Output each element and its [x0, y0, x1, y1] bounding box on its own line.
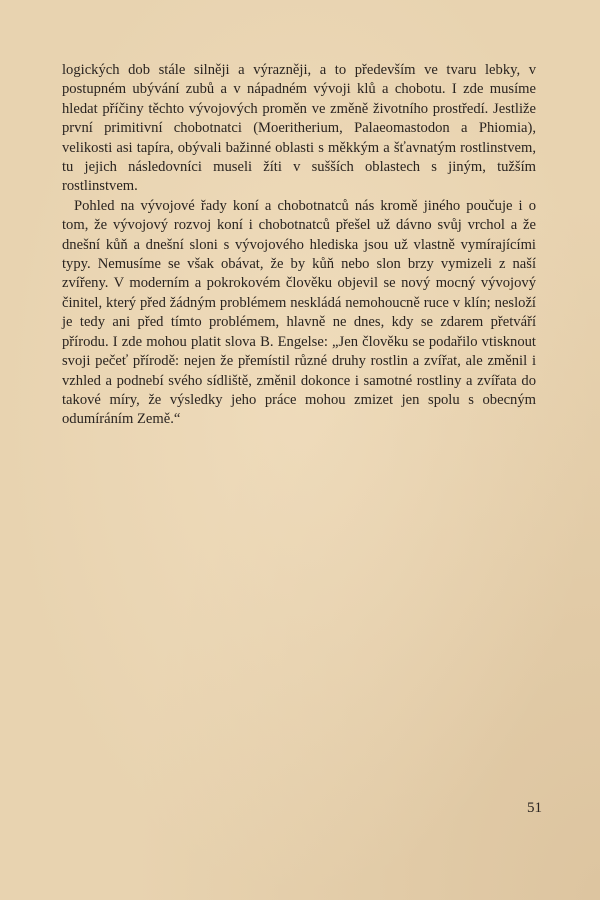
- paragraph-continuation: logických dob stále silněji a výrazněji, a to především ve tvaru lebky, v postupném ubývání zubů a v nápadném vývoji klů a chobotu. I zde musíme hledat příčiny těchto vývojových proměn ve změně životního prostředí. Jestliže první primitivní chobotnatci (Moeritherium, Palaeomastodon a Phiomia), velikosti asi tapíra, obývali bažinné oblasti s měkkým a šťavnatým rostlinstvem, tu jejich následovníci museli žíti v sušších oblastech s jiným, tužším rostlinstvem.: [62, 62, 536, 195]
- page-number: 51: [527, 800, 542, 816]
- body-text: [62, 61, 536, 430]
- paragraph-evolution-outlook: Pohled na vývojové řady koní a chobotnatců nás kromě jiného poučuje i o tom, že vývojový rozvoj koní i chobotnatců přešel už dávno svůj vrchol a že dnešní kůň a dnešní sloni s vývojového hlediska jsou už vlastně vymírajícími typy. Nemusíme se však obávat, že by kůň nebo slon brzy vymizeli z naší zvířeny. V moderním a pokrokovém člověku objevil se nový mocný vývojový činitel, který před žádným problémem neskládá nemohoucně ruce v klín; nesloží je tedy ani před tímto problémem, hlavně ne dnes, kdy se zdarem přetváří přírodu. I zde mohou platit slova B. Engelse: „Jen člověku se podařilo vtisknout svoji pečeť přírodě: nejen že přemístil různé druhy rostlin a zvířat, ale změnil i vzhled a podnebí svého sídliště, změnil dokonce i samotné rostliny a zvířata do takové míry, že výsledky jeho práce mohou zmizet jen spolu s obecným odumíráním Země.“: [62, 197, 536, 428]
